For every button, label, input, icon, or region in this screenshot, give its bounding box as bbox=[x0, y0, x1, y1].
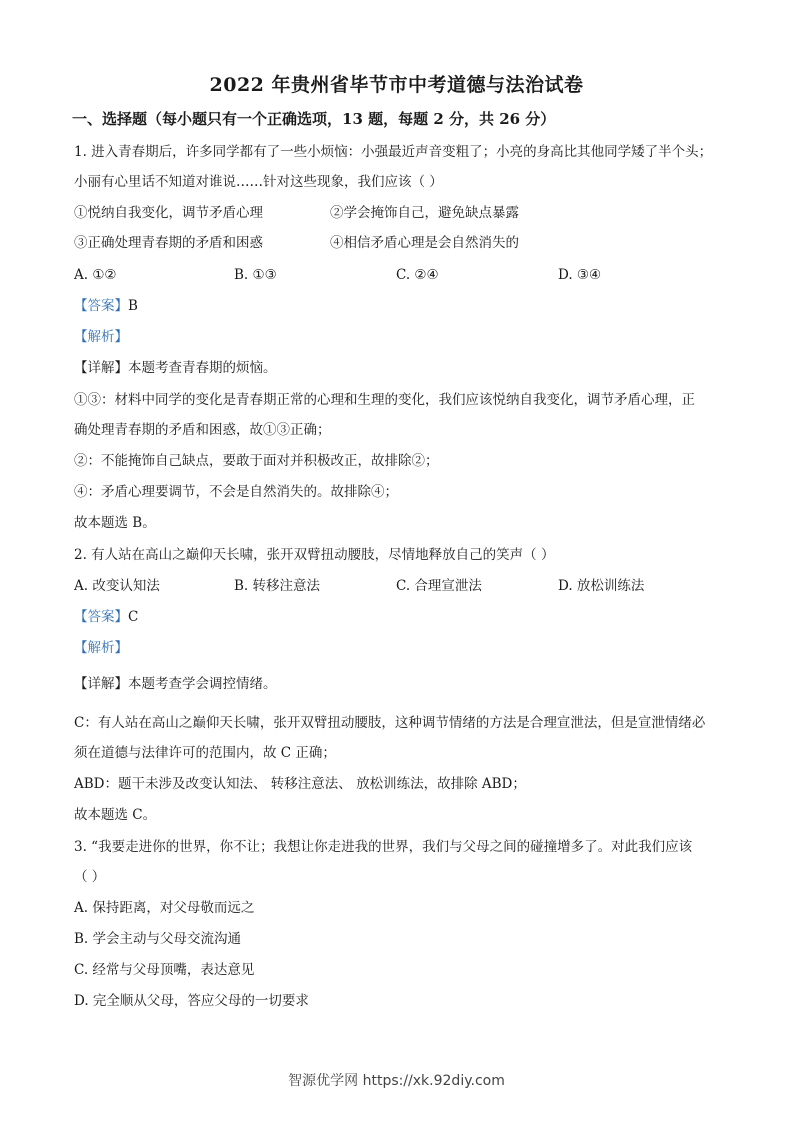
q1-statement-4: ④相信矛盾心理是会自然消失的 bbox=[330, 235, 519, 251]
q3-option-a: A. 保持距离，对父母敬而远之 bbox=[74, 900, 255, 916]
q3-stem-line2: （ ） bbox=[74, 869, 106, 885]
q1-statement-3: ③正确处理青春期的矛盾和困惑 bbox=[74, 235, 263, 251]
q2-option-d: D. 放松训练法 bbox=[558, 578, 645, 594]
q1-detail bbox=[74, 358, 277, 378]
page-title: 2022 年贵州省毕节市中考道德与法治试卷 bbox=[209, 74, 584, 96]
detail-tag: 【详解】 bbox=[74, 676, 128, 692]
detail-text: 本题考查学会调控情绪。 bbox=[128, 676, 277, 692]
q1-explanation-4: ④：矛盾心理要调节，不会是自然消失的。故排除④； bbox=[74, 484, 398, 500]
q1-answer bbox=[74, 296, 138, 316]
detail-tag: 【详解】 bbox=[74, 360, 128, 376]
q1-statement-1: ①悦纳自我变化，调节矛盾心理 bbox=[74, 205, 263, 221]
q1-explanation-2: 确处理青春期的矛盾和困惑，故①③正确； bbox=[74, 422, 331, 438]
q1-statement-2: ②学会掩饰自己，避免缺点暴露 bbox=[330, 205, 519, 221]
answer-value: C bbox=[128, 609, 139, 625]
q1-option-c: C. ②④ bbox=[396, 267, 439, 283]
q2-stem: 2. 有人站在高山之巅仰天长啸，张开双臂扭动腰肢，尽情地释放自己的笑声（ ） bbox=[74, 547, 555, 563]
q1-analysis-tag: 【解析】 bbox=[74, 329, 128, 345]
answer-tag: 【答案】 bbox=[74, 609, 128, 625]
q1-stem-line2: 小丽有心里话不知道对谁说……针对这些现象，我们应该（ ） bbox=[74, 174, 443, 190]
q2-option-c: C. 合理宣泄法 bbox=[396, 578, 482, 594]
q1-explanation-3: ②：不能掩饰自己缺点，要敢于面对并积极改正，故排除②； bbox=[74, 453, 439, 469]
q3-stem-line1: 3. “我要走进你的世界，你不让；我想让你走进我的世界，我们与父母之间的碰撞增多了。对此我们应该 bbox=[74, 839, 693, 855]
section-heading: 一、选择题（每小题只有一个正确选项，13 题，每题 2 分，共 26 分） bbox=[72, 110, 556, 128]
q1-conclusion: 故本题选 B。 bbox=[74, 515, 156, 531]
answer-value: B bbox=[128, 298, 138, 314]
q1-option-b: B. ①③ bbox=[234, 267, 277, 283]
q2-analysis-tag: 【解析】 bbox=[74, 640, 128, 656]
q1-option-d: D. ③④ bbox=[558, 267, 602, 283]
q2-option-a: A. 改变认知法 bbox=[74, 578, 160, 594]
footer-watermark: 智源优学网 https://xk.92diy.com bbox=[288, 1073, 505, 1089]
q2-detail bbox=[74, 674, 277, 694]
q2-explanation-2: 须在道德与法律许可的范围内，故 C 正确； bbox=[74, 745, 336, 761]
q3-option-d: D. 完全顺从父母，答应父母的一切要求 bbox=[74, 993, 309, 1009]
q2-explanation-3: ABD：题干未涉及改变认知法、 转移注意法、 放松训练法，故排除 ABD； bbox=[74, 776, 526, 792]
q3-option-c: C. 经常与父母顶嘴，表达意见 bbox=[74, 962, 255, 978]
q1-explanation-1: ①③：材料中同学的变化是青春期正常的心理和生理的变化，我们应该悦纳自我变化，调节矛盾心理，正 bbox=[74, 392, 695, 408]
q3-option-b: B. 学会主动与父母交流沟通 bbox=[74, 931, 242, 947]
q2-conclusion: 故本题选 C。 bbox=[74, 807, 157, 823]
q2-answer bbox=[74, 607, 138, 627]
q2-option-b: B. 转移注意法 bbox=[234, 578, 321, 594]
detail-text: 本题考查青春期的烦恼。 bbox=[128, 360, 277, 376]
answer-tag: 【答案】 bbox=[74, 298, 128, 314]
q1-option-a: A. ①② bbox=[74, 267, 117, 283]
q1-stem-line1: 1. 进入青春期后，许多同学都有了一些小烦恼：小强最近声音变粗了；小亮的身高比其他同学矮了半个头； bbox=[74, 144, 713, 160]
q2-explanation-1: C：有人站在高山之巅仰天长啸，张开双臂扭动腰肢，这种调节情绪的方法是合理宣泄法，但是宣泄情绪必 bbox=[74, 715, 706, 731]
